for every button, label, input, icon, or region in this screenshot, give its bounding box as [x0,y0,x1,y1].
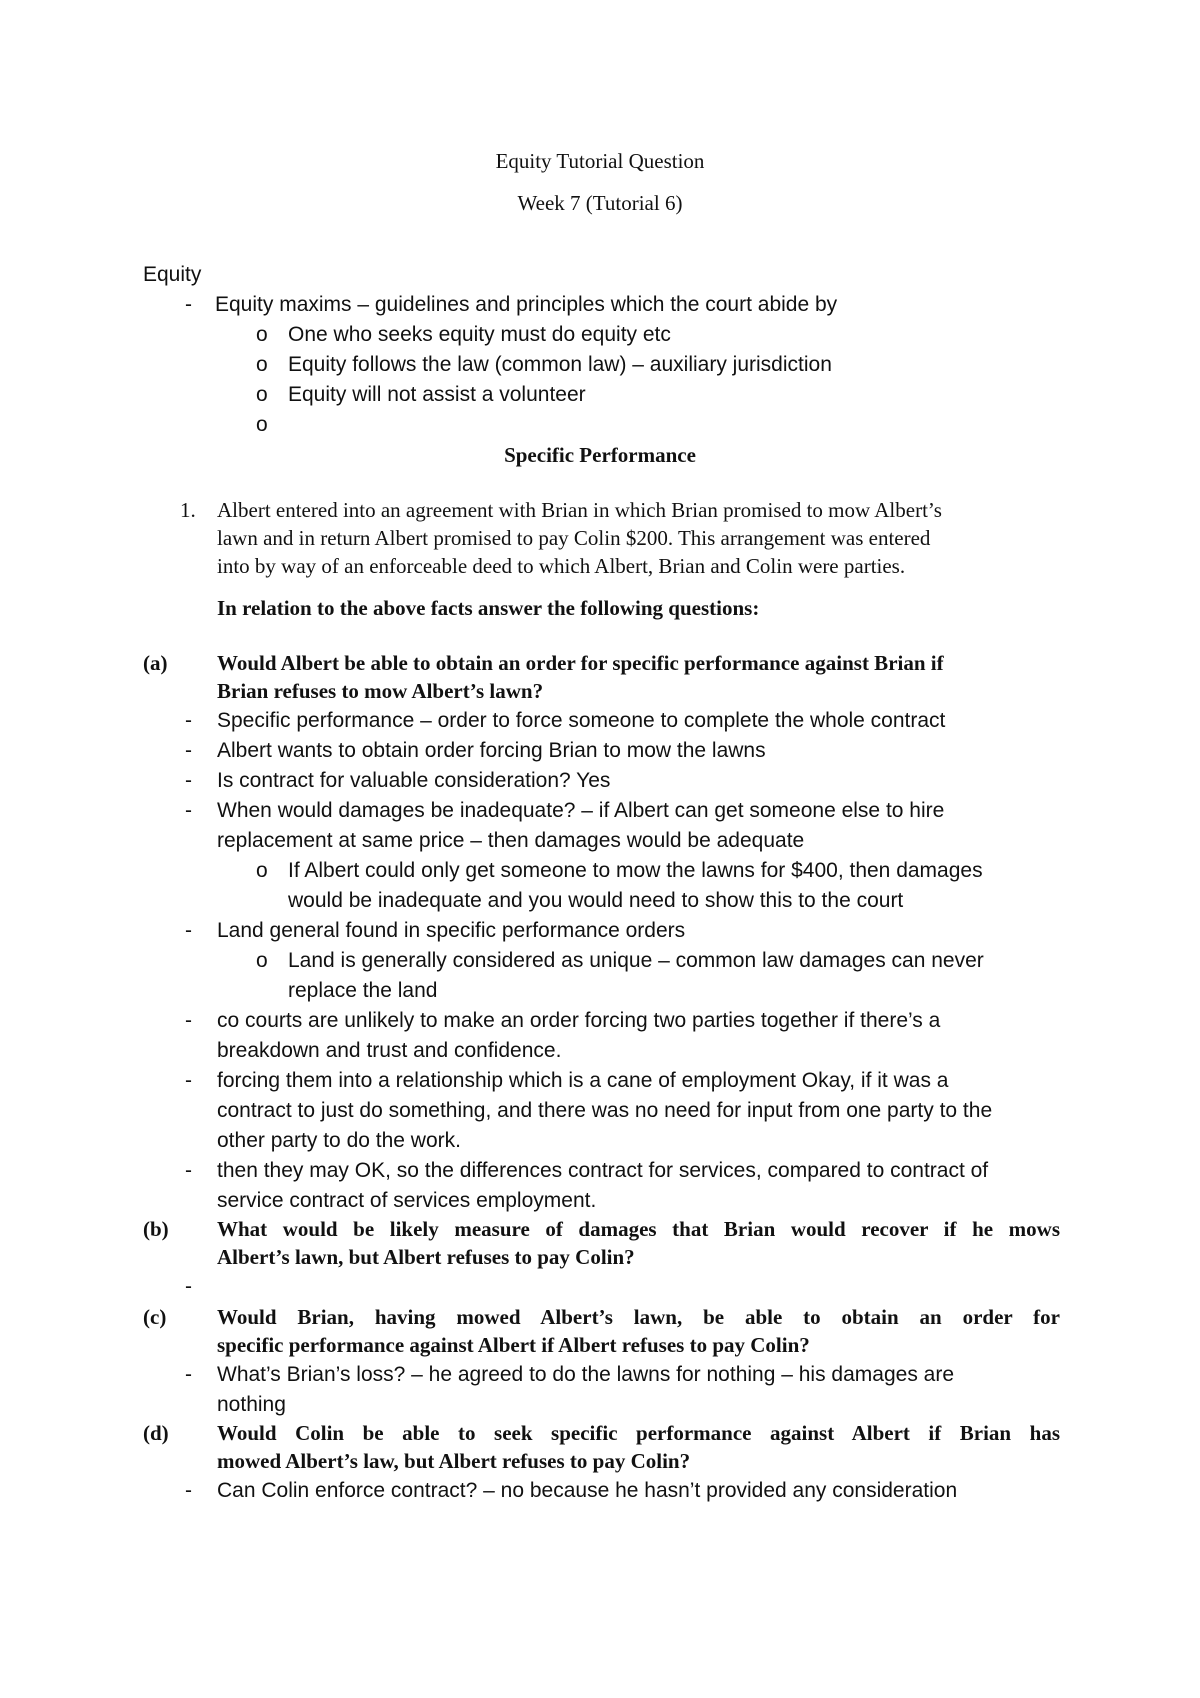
note-line: Specific performance – order to force someone to complete the whole contract [217,709,946,732]
question-text-line: into by way of an enforceable deed to which Albert, Brian and Colin were parties. [217,554,906,578]
equity-maxim-item: Equity will not assist a volunteer [288,383,586,406]
note-line: Can Colin enforce contract? – no because he hasn’t provided any consideration [217,1479,958,1502]
question-c-line: Would Brian, having mowed Albert’s lawn, be able to obtain an order for [217,1305,1060,1329]
equity-maxims-bullet: Equity maxims – guidelines and principles which the court abide by [215,293,838,316]
question-text-line: Albert entered into an agreement with Brian in which Brian promised to mow Albert’s [217,498,942,522]
circle-bullet: o [256,413,268,436]
note-line: replace the land [288,979,438,1002]
circle-bullet: o [256,859,268,882]
question-d-line: Would Colin be able to seek specific performance against Albert if Brian has [217,1421,1060,1445]
dash-bullet: - [185,1069,192,1092]
equity-heading: Equity [143,263,202,286]
question-b-line: Albert’s lawn, but Albert refuses to pay Colin? [217,1245,635,1269]
page-title: Equity Tutorial Question [495,149,705,173]
note-line: forcing them into a relationship which is a cane of employment Okay, if it was a [217,1069,949,1092]
note-line: What’s Brian’s loss? – he agreed to do the lawns for nothing – his damages are [217,1363,954,1386]
dash-bullet: - [185,1479,192,1502]
dash-bullet: - [185,769,192,792]
note-line: Is contract for valuable consideration? Yes [217,769,611,792]
question-prompt: In relation to the above facts answer the following questions: [217,596,760,620]
note-line: If Albert could only get someone to mow the lawns for $400, then damages [288,859,983,882]
dash-bullet: - [185,1159,192,1182]
dash-bullet: - [185,1275,192,1298]
note-line: co courts are unlikely to make an order forcing two parties together if there’s a [217,1009,941,1032]
note-line: Albert wants to obtain order forcing Brian to mow the lawns [217,739,766,762]
dash-bullet: - [185,919,192,942]
question-label: (b) [143,1217,169,1241]
dash-bullet: - [185,1009,192,1032]
note-line: other party to do the work. [217,1129,461,1152]
note-line: then they may OK, so the differences contract for services, compared to contract of [217,1159,989,1182]
question-label: (a) [143,651,168,675]
dash-bullet: - [185,799,192,822]
circle-bullet: o [256,323,268,346]
dash-bullet: - [185,293,192,316]
question-d-line: mowed Albert’s law, but Albert refuses to pay Colin? [217,1449,691,1473]
circle-bullet: o [256,949,268,972]
question-label: (c) [143,1305,167,1329]
question-label: (d) [143,1421,169,1445]
question-a-line: Brian refuses to mow Albert’s lawn? [217,679,544,703]
question-text-line: lawn and in return Albert promised to pay Colin $200. This arrangement was entered [217,526,931,550]
page-subtitle: Week 7 (Tutorial 6) [517,191,683,215]
circle-bullet: o [256,353,268,376]
note-line: service contract of services employment. [217,1189,597,1212]
question-c-line: specific performance against Albert if Albert refuses to pay Colin? [217,1333,810,1357]
note-line: would be inadequate and you would need to show this to the court [288,889,904,912]
dash-bullet: - [185,739,192,762]
section-heading: Specific Performance [504,443,696,467]
question-b-line: What would be likely measure of damages that Brian would recover if he mows [217,1217,1060,1241]
note-line: When would damages be inadequate? – if Albert can get someone else to hire [217,799,945,822]
dash-bullet: - [185,1363,192,1386]
question-a-line: Would Albert be able to obtain an order for specific performance against Brian if [217,651,944,675]
note-line: contract to just do something, and there was no need for input from one party to the [217,1099,993,1122]
equity-maxim-item: Equity follows the law (common law) – auxiliary jurisdiction [288,353,832,376]
note-line: nothing [217,1393,286,1416]
dash-bullet: - [185,709,192,732]
note-line: replacement at same price – then damages would be adequate [217,829,805,852]
note-line: Land is generally considered as unique – common law damages can never [288,949,984,972]
note-line: Land general found in specific performance orders [217,919,686,942]
equity-maxim-item: One who seeks equity must do equity etc [288,323,671,346]
note-line: breakdown and trust and confidence. [217,1039,562,1062]
question-number: 1. [180,498,196,522]
circle-bullet: o [256,383,268,406]
